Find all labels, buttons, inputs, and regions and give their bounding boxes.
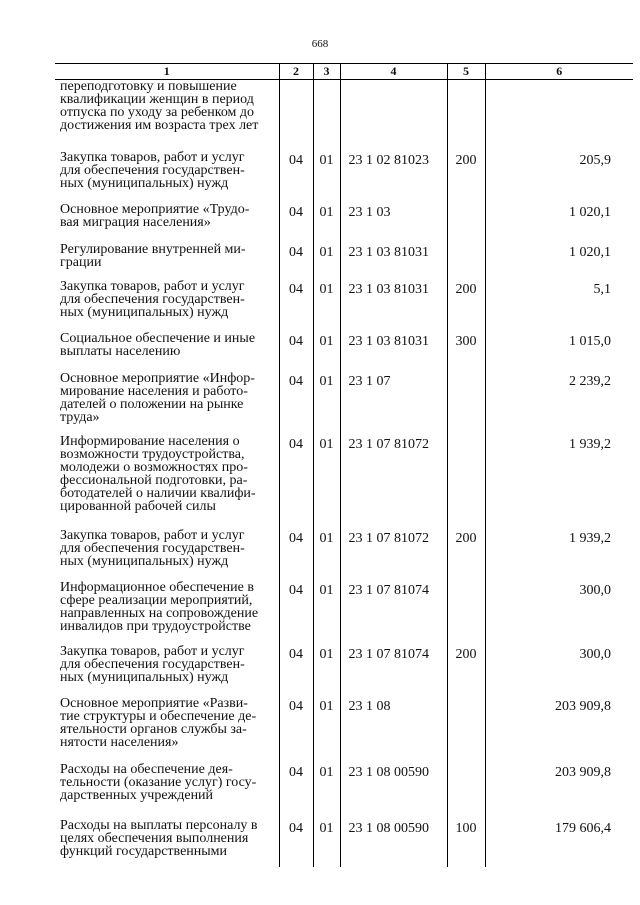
expense-type-code: 200 <box>447 645 485 697</box>
description-line: Закупка товаров, работ и услуг <box>60 643 245 659</box>
expense-type-code: 200 <box>447 151 485 203</box>
section-code: 04 <box>279 819 313 867</box>
target-article-code: 23 1 07 81074 <box>340 581 447 645</box>
subsection-code: 01 <box>313 581 340 645</box>
amount: 1 020,1 <box>485 243 633 280</box>
header-col-3: 3 <box>313 64 340 80</box>
budget-table-container <box>55 63 633 867</box>
section-code: 04 <box>279 697 313 763</box>
expense-type-code <box>447 203 485 243</box>
row-description <box>55 581 279 645</box>
description-line: молодежи о возможностях про- <box>60 459 248 475</box>
target-article-code: 23 1 08 <box>340 697 447 763</box>
section-code: 04 <box>279 280 313 332</box>
subsection-code: 01 <box>313 763 340 819</box>
subsection-code: 01 <box>313 332 340 372</box>
table-row <box>55 151 633 203</box>
table-row <box>55 80 633 151</box>
description-line: ных (муниципальных) нужд <box>60 304 229 320</box>
row-description <box>55 763 279 819</box>
table-row <box>55 763 633 819</box>
description-line: Основное мероприятие «Трудо- <box>60 201 250 217</box>
expense-type-code <box>447 697 485 763</box>
target-article-code: 23 1 07 81074 <box>340 645 447 697</box>
expense-type-code: 100 <box>447 819 485 867</box>
description-line: вая миграция населения» <box>60 214 211 230</box>
description-line: ных (муниципальных) нужд <box>60 553 229 569</box>
section-code: 04 <box>279 372 313 435</box>
subsection-code: 01 <box>313 243 340 280</box>
table-body <box>55 80 633 867</box>
description-line: переподготовку и повышение <box>60 79 237 94</box>
expense-type-code <box>447 80 485 151</box>
row-description <box>55 697 279 763</box>
section-code: 04 <box>279 581 313 645</box>
description-line: для обеспечения государствен- <box>60 656 245 672</box>
description-line: Расходы на обеспечение дея- <box>60 761 233 777</box>
page-number: 668 <box>311 38 329 50</box>
header-col-6: 6 <box>485 64 633 80</box>
description-line: Информационное обеспечение в <box>60 579 254 595</box>
table-row <box>55 645 633 697</box>
description-line: мирование населения и работо- <box>60 383 248 399</box>
table-row <box>55 697 633 763</box>
table-row <box>55 435 633 529</box>
expense-type-code <box>447 243 485 280</box>
description-line: дателей о положении на рынке <box>60 396 244 412</box>
description-line: тельности (оказание услуг) госу- <box>60 774 257 790</box>
subsection-code: 01 <box>313 203 340 243</box>
budget-table <box>55 63 633 867</box>
description-line: Расходы на выплаты персоналу в <box>60 817 258 833</box>
row-description <box>55 529 279 581</box>
description-line: квалификации женщин в период <box>60 92 254 107</box>
description-line: Основное мероприятие «Инфор- <box>60 370 255 386</box>
amount: 300,0 <box>485 581 633 645</box>
row-description <box>55 243 279 280</box>
expense-type-code <box>447 581 485 645</box>
description-line: грации <box>60 254 102 270</box>
header-col-1: 1 <box>55 64 279 80</box>
subsection-code: 01 <box>313 697 340 763</box>
table-row <box>55 332 633 372</box>
table-row <box>55 280 633 332</box>
section-code <box>279 80 313 151</box>
description-line: цированной рабочей силы <box>60 498 216 514</box>
description-line: ятельности органов службы за- <box>60 721 247 737</box>
description-line: возможности трудоустройства, <box>60 446 245 462</box>
target-article-code: 23 1 03 81031 <box>340 280 447 332</box>
amount: 2 239,2 <box>485 372 633 435</box>
table-row <box>55 581 633 645</box>
expense-type-code <box>447 763 485 819</box>
target-article-code: 23 1 07 81072 <box>340 529 447 581</box>
section-code: 04 <box>279 763 313 819</box>
header-row <box>55 64 633 80</box>
amount: 203 909,8 <box>485 763 633 819</box>
description-line: Социальное обеспечение и иные <box>60 330 256 346</box>
amount: 300,0 <box>485 645 633 697</box>
row-description <box>55 203 279 243</box>
subsection-code: 01 <box>313 529 340 581</box>
subsection-code: 01 <box>313 435 340 529</box>
description-line: ботодателей о наличии квалифи- <box>60 485 256 501</box>
amount: 1 939,2 <box>485 529 633 581</box>
description-line: фессиональной подготовки, ра- <box>60 472 248 488</box>
header-col-4: 4 <box>340 64 447 80</box>
header-col-5: 5 <box>447 64 485 80</box>
target-article-code: 23 1 03 81031 <box>340 332 447 372</box>
subsection-code: 01 <box>313 151 340 203</box>
description-line: дарственных учреждений <box>60 787 214 803</box>
expense-type-code: 200 <box>447 529 485 581</box>
amount: 1 015,0 <box>485 332 633 372</box>
description-line: нятости населения» <box>60 734 179 750</box>
description-line: ных (муниципальных) нужд <box>60 669 229 685</box>
subsection-code: 01 <box>313 280 340 332</box>
section-code: 04 <box>279 645 313 697</box>
subsection-code: 01 <box>313 819 340 867</box>
expense-type-code: 300 <box>447 332 485 372</box>
section-code: 04 <box>279 332 313 372</box>
description-line: для обеспечения государствен- <box>60 162 245 178</box>
description-line: Закупка товаров, работ и услуг <box>60 278 245 294</box>
description-line: для обеспечения государствен- <box>60 540 245 556</box>
table-row <box>55 372 633 435</box>
row-description <box>55 435 279 529</box>
section-code: 04 <box>279 203 313 243</box>
section-code: 04 <box>279 243 313 280</box>
amount: 1 020,1 <box>485 203 633 243</box>
amount: 179 606,4 <box>485 819 633 867</box>
table-row <box>55 529 633 581</box>
description-line: для обеспечения государствен- <box>60 291 245 307</box>
target-article-code: 23 1 08 00590 <box>340 819 447 867</box>
expense-type-code <box>447 372 485 435</box>
description-line: выплаты населению <box>60 343 181 359</box>
description-line: Закупка товаров, работ и услуг <box>60 527 245 543</box>
row-description <box>55 819 279 867</box>
amount: 5,1 <box>485 280 633 332</box>
target-article-code: 23 1 03 <box>340 203 447 243</box>
description-line: ных (муниципальных) нужд <box>60 175 229 191</box>
target-article-code: 23 1 07 <box>340 372 447 435</box>
description-line: достижения им возраста трех лет <box>60 118 259 133</box>
subsection-code: 01 <box>313 372 340 435</box>
target-article-code: 23 1 03 81031 <box>340 243 447 280</box>
target-article-code: 23 1 02 81023 <box>340 151 447 203</box>
table-row <box>55 203 633 243</box>
target-article-code: 23 1 07 81072 <box>340 435 447 529</box>
row-description <box>55 372 279 435</box>
description-line: Основное мероприятие «Разви- <box>60 695 248 711</box>
description-line: тие структуры и обеспечение де- <box>60 708 257 724</box>
subsection-code <box>313 80 340 151</box>
table-row <box>55 819 633 867</box>
amount: 205,9 <box>485 151 633 203</box>
description-line: Информирование населения о <box>60 433 240 449</box>
header-col-2: 2 <box>279 64 313 80</box>
description-line: инвалидов при трудоустройстве <box>60 618 251 634</box>
target-article-code <box>340 80 447 151</box>
row-description <box>55 645 279 697</box>
description-line: функций государственными <box>60 843 228 859</box>
description-line: труда» <box>60 409 100 425</box>
description-line: Закупка товаров, работ и услуг <box>60 149 245 165</box>
amount <box>485 80 633 151</box>
description-line: Регулирование внутренней ми- <box>60 241 246 257</box>
row-description <box>55 332 279 372</box>
description-line: направленных на сопровождение <box>60 605 259 621</box>
description-line: отпуска по уходу за ребенком до <box>60 105 255 120</box>
table-row <box>55 243 633 280</box>
section-code: 04 <box>279 151 313 203</box>
amount: 1 939,2 <box>485 435 633 529</box>
section-code: 04 <box>279 529 313 581</box>
expense-type-code <box>447 435 485 529</box>
target-article-code: 23 1 08 00590 <box>340 763 447 819</box>
subsection-code: 01 <box>313 645 340 697</box>
row-description <box>55 280 279 332</box>
expense-type-code: 200 <box>447 280 485 332</box>
row-description <box>55 151 279 203</box>
row-description <box>55 80 279 151</box>
amount: 203 909,8 <box>485 697 633 763</box>
description-line: целях обеспечения выполнения <box>60 830 249 846</box>
section-code: 04 <box>279 435 313 529</box>
description-line: сфере реализации мероприятий, <box>60 592 253 608</box>
